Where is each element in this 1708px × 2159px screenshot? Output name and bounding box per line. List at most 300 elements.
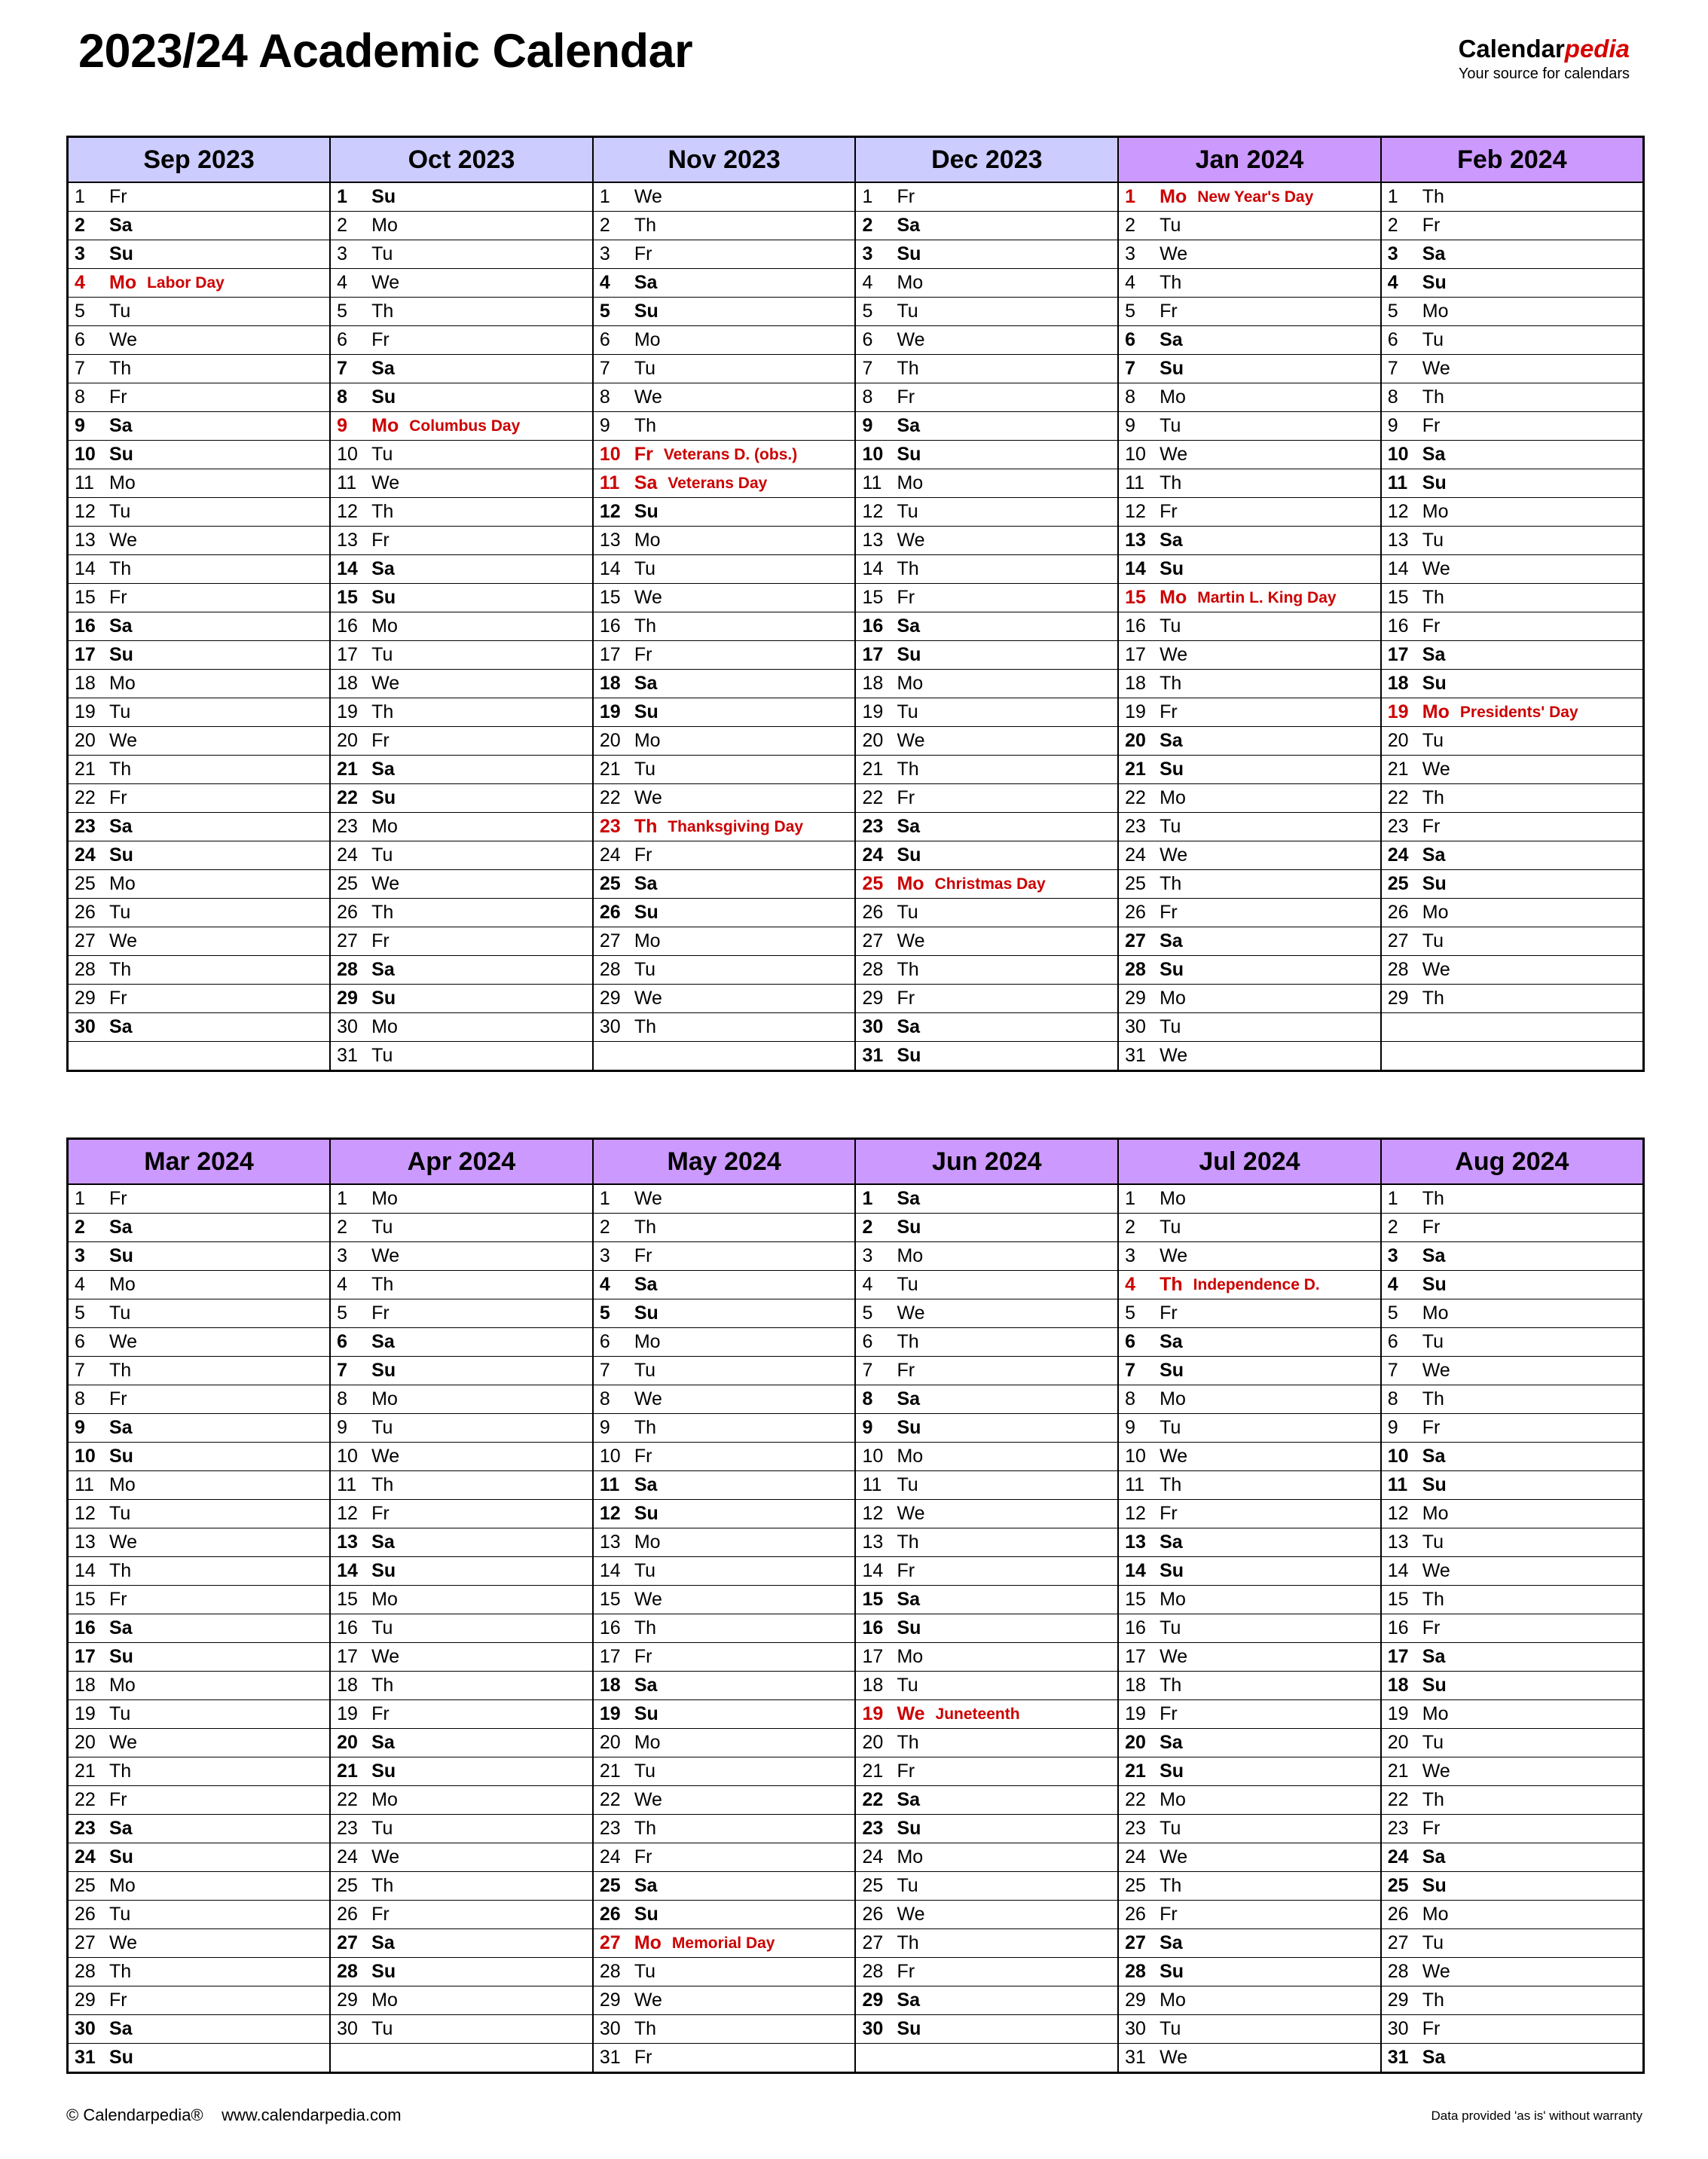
day-cell[interactable] (593, 1357, 856, 1385)
day-cell[interactable] (1118, 670, 1381, 698)
day-cell[interactable] (593, 670, 856, 698)
day-cell[interactable] (593, 584, 856, 612)
day-cell[interactable] (855, 670, 1118, 698)
day-cell[interactable] (68, 1414, 331, 1443)
day-cell[interactable] (593, 698, 856, 727)
day-cell[interactable] (330, 1299, 593, 1328)
day-cell[interactable] (68, 1614, 331, 1643)
day-cell[interactable] (68, 784, 331, 813)
day-cell[interactable] (593, 412, 856, 441)
day-cell[interactable] (68, 1357, 331, 1385)
day-cell[interactable] (593, 870, 856, 899)
day-cell[interactable] (68, 355, 331, 383)
day-cell[interactable] (593, 956, 856, 985)
day-cell[interactable] (68, 212, 331, 240)
day-cell[interactable] (1118, 182, 1381, 212)
day-cell[interactable] (1381, 498, 1644, 527)
day-cell[interactable] (330, 469, 593, 498)
day-cell[interactable] (330, 1013, 593, 1042)
day-cell[interactable] (593, 527, 856, 555)
day-cell[interactable] (330, 1357, 593, 1385)
day-cell[interactable] (1118, 927, 1381, 956)
day-cell[interactable] (1381, 1299, 1644, 1328)
day-cell[interactable] (593, 1271, 856, 1299)
day-cell[interactable] (593, 1299, 856, 1328)
day-cell[interactable] (855, 1815, 1118, 1843)
day-cell[interactable] (1381, 2044, 1644, 2073)
day-cell[interactable] (855, 441, 1118, 469)
day-cell[interactable] (1381, 927, 1644, 956)
day-cell[interactable] (1381, 383, 1644, 412)
day-cell[interactable] (1381, 1443, 1644, 1471)
day-cell[interactable] (1381, 1872, 1644, 1901)
day-cell[interactable] (68, 2015, 331, 2044)
day-cell[interactable] (330, 498, 593, 527)
day-cell[interactable] (1118, 1901, 1381, 1929)
day-cell[interactable] (855, 1471, 1118, 1500)
day-cell[interactable] (1118, 383, 1381, 412)
day-cell[interactable] (1381, 1729, 1644, 1757)
day-cell[interactable] (330, 727, 593, 756)
day-cell[interactable] (855, 1757, 1118, 1786)
day-cell[interactable] (68, 927, 331, 956)
day-cell[interactable] (330, 1586, 593, 1614)
day-cell[interactable] (855, 412, 1118, 441)
day-cell[interactable] (1381, 1385, 1644, 1414)
day-cell[interactable] (855, 182, 1118, 212)
day-cell[interactable] (855, 1242, 1118, 1271)
day-cell[interactable] (330, 1901, 593, 1929)
day-cell[interactable] (1381, 1242, 1644, 1271)
day-cell[interactable] (330, 1414, 593, 1443)
day-cell[interactable] (1118, 841, 1381, 870)
day-cell[interactable] (1381, 641, 1644, 670)
day-cell[interactable] (593, 1901, 856, 1929)
day-cell[interactable] (855, 1328, 1118, 1357)
day-cell[interactable] (1381, 584, 1644, 612)
day-cell[interactable] (330, 1786, 593, 1815)
day-cell[interactable] (593, 1500, 856, 1528)
day-cell[interactable] (68, 2044, 331, 2073)
day-cell[interactable] (330, 1729, 593, 1757)
day-cell[interactable] (855, 899, 1118, 927)
day-cell[interactable] (1381, 1586, 1644, 1614)
day-cell[interactable] (330, 985, 593, 1013)
day-cell[interactable] (593, 2015, 856, 2044)
day-cell[interactable] (1118, 813, 1381, 841)
day-cell[interactable] (1118, 584, 1381, 612)
day-cell[interactable] (330, 1557, 593, 1586)
day-cell[interactable] (1118, 612, 1381, 641)
day-cell[interactable] (330, 899, 593, 927)
day-cell[interactable] (1118, 1872, 1381, 1901)
day-cell[interactable] (1381, 698, 1644, 727)
day-cell[interactable] (1381, 813, 1644, 841)
day-cell[interactable] (593, 1443, 856, 1471)
day-cell[interactable] (855, 298, 1118, 326)
day-cell[interactable] (1381, 269, 1644, 298)
day-cell[interactable] (855, 1042, 1118, 1071)
day-cell[interactable] (1118, 240, 1381, 269)
day-cell[interactable] (1381, 527, 1644, 555)
day-cell[interactable] (68, 269, 331, 298)
day-cell[interactable] (593, 269, 856, 298)
day-cell[interactable] (1381, 870, 1644, 899)
day-cell[interactable] (68, 698, 331, 727)
day-cell[interactable] (855, 1500, 1118, 1528)
day-cell[interactable] (68, 956, 331, 985)
footer-website[interactable]: www.calendarpedia.com (222, 2106, 402, 2124)
day-cell[interactable] (1118, 1443, 1381, 1471)
day-cell[interactable] (593, 1471, 856, 1500)
day-cell[interactable] (593, 1557, 856, 1586)
day-cell[interactable] (855, 1271, 1118, 1299)
day-cell[interactable] (68, 469, 331, 498)
day-cell[interactable] (855, 212, 1118, 240)
day-cell[interactable] (68, 1328, 331, 1357)
day-cell[interactable] (593, 1586, 856, 1614)
day-cell[interactable] (330, 1929, 593, 1958)
day-cell[interactable] (855, 1357, 1118, 1385)
day-cell[interactable] (1118, 1528, 1381, 1557)
day-cell[interactable] (68, 1958, 331, 1986)
day-cell[interactable] (593, 784, 856, 813)
day-cell[interactable] (330, 383, 593, 412)
day-cell[interactable] (1118, 1586, 1381, 1614)
day-cell[interactable] (330, 841, 593, 870)
day-cell[interactable] (1118, 1471, 1381, 1500)
day-cell[interactable] (1118, 1299, 1381, 1328)
day-cell[interactable] (593, 355, 856, 383)
day-cell[interactable] (330, 927, 593, 956)
day-cell[interactable] (1118, 555, 1381, 584)
day-cell[interactable] (68, 1815, 331, 1843)
day-cell[interactable] (593, 469, 856, 498)
day-cell[interactable] (1381, 1929, 1644, 1958)
day-cell[interactable] (1118, 985, 1381, 1013)
day-cell[interactable] (1118, 498, 1381, 527)
day-cell[interactable] (1381, 1184, 1644, 1214)
day-cell[interactable] (593, 899, 856, 927)
day-cell[interactable] (1381, 1328, 1644, 1357)
day-cell[interactable] (593, 2044, 856, 2073)
day-cell[interactable] (593, 1184, 856, 1214)
day-cell[interactable] (855, 1414, 1118, 1443)
day-cell[interactable] (1118, 1357, 1381, 1385)
day-cell[interactable] (1118, 727, 1381, 756)
day-cell[interactable] (1381, 469, 1644, 498)
day-cell[interactable] (330, 1271, 593, 1299)
day-cell[interactable] (330, 326, 593, 355)
day-cell[interactable] (593, 1328, 856, 1357)
day-cell[interactable] (1118, 1557, 1381, 1586)
day-cell[interactable] (330, 298, 593, 326)
day-cell[interactable] (68, 1299, 331, 1328)
day-cell[interactable] (330, 1242, 593, 1271)
day-cell[interactable] (855, 1299, 1118, 1328)
day-cell[interactable] (1118, 698, 1381, 727)
day-cell[interactable] (855, 1872, 1118, 1901)
day-cell[interactable] (855, 1528, 1118, 1557)
day-cell[interactable] (68, 1872, 331, 1901)
day-cell[interactable] (330, 1700, 593, 1729)
day-cell[interactable] (1118, 1614, 1381, 1643)
day-cell[interactable] (593, 813, 856, 841)
day-cell[interactable] (1118, 1643, 1381, 1672)
day-cell[interactable] (593, 1214, 856, 1242)
day-cell[interactable] (855, 326, 1118, 355)
day-cell[interactable] (330, 756, 593, 784)
day-cell[interactable] (1118, 1013, 1381, 1042)
day-cell[interactable] (1118, 355, 1381, 383)
day-cell[interactable] (1118, 469, 1381, 498)
day-cell[interactable] (1118, 1328, 1381, 1357)
day-cell[interactable] (330, 1443, 593, 1471)
day-cell[interactable] (1118, 1500, 1381, 1528)
day-cell[interactable] (593, 1242, 856, 1271)
day-cell[interactable] (593, 927, 856, 956)
day-cell[interactable] (330, 641, 593, 670)
day-cell[interactable] (593, 1385, 856, 1414)
day-cell[interactable] (68, 1471, 331, 1500)
day-cell[interactable] (68, 584, 331, 612)
day-cell[interactable] (68, 298, 331, 326)
day-cell[interactable] (1118, 1271, 1381, 1299)
day-cell[interactable] (593, 1929, 856, 1958)
day-cell[interactable] (855, 1786, 1118, 1815)
day-cell[interactable] (593, 1843, 856, 1872)
day-cell[interactable] (68, 498, 331, 527)
day-cell[interactable] (330, 441, 593, 469)
day-cell[interactable] (1118, 1414, 1381, 1443)
day-cell[interactable] (855, 355, 1118, 383)
day-cell[interactable] (855, 1643, 1118, 1672)
day-cell[interactable] (593, 756, 856, 784)
day-cell[interactable] (1118, 899, 1381, 927)
day-cell[interactable] (1381, 1471, 1644, 1500)
day-cell[interactable] (330, 355, 593, 383)
day-cell[interactable] (1118, 1958, 1381, 1986)
day-cell[interactable] (593, 326, 856, 355)
day-cell[interactable] (593, 1614, 856, 1643)
day-cell[interactable] (330, 670, 593, 698)
day-cell[interactable] (330, 212, 593, 240)
day-cell[interactable] (68, 727, 331, 756)
day-cell[interactable] (855, 498, 1118, 527)
day-cell[interactable] (1118, 1214, 1381, 1242)
day-cell[interactable] (1381, 612, 1644, 641)
day-cell[interactable] (1118, 1385, 1381, 1414)
day-cell[interactable] (1118, 1700, 1381, 1729)
day-cell[interactable] (68, 1700, 331, 1729)
day-cell[interactable] (330, 1958, 593, 1986)
day-cell[interactable] (330, 182, 593, 212)
day-cell[interactable] (1381, 756, 1644, 784)
day-cell[interactable] (1381, 1958, 1644, 1986)
day-cell[interactable] (855, 698, 1118, 727)
day-cell[interactable] (855, 1013, 1118, 1042)
day-cell[interactable] (68, 870, 331, 899)
day-cell[interactable] (68, 985, 331, 1013)
day-cell[interactable] (593, 641, 856, 670)
day-cell[interactable] (593, 841, 856, 870)
day-cell[interactable] (1381, 670, 1644, 698)
day-cell[interactable] (68, 240, 331, 269)
day-cell[interactable] (330, 698, 593, 727)
day-cell[interactable] (1118, 1986, 1381, 2015)
day-cell[interactable] (1381, 212, 1644, 240)
day-cell[interactable] (593, 1815, 856, 1843)
day-cell[interactable] (68, 527, 331, 555)
day-cell[interactable] (68, 1901, 331, 1929)
day-cell[interactable] (593, 1958, 856, 1986)
day-cell[interactable] (330, 1042, 593, 1071)
day-cell[interactable] (855, 870, 1118, 899)
day-cell[interactable] (593, 1786, 856, 1815)
day-cell[interactable] (330, 784, 593, 813)
day-cell[interactable] (855, 1557, 1118, 1586)
day-cell[interactable] (1381, 2015, 1644, 2044)
day-cell[interactable] (855, 756, 1118, 784)
day-cell[interactable] (1381, 412, 1644, 441)
day-cell[interactable] (855, 1586, 1118, 1614)
day-cell[interactable] (1118, 412, 1381, 441)
day-cell[interactable] (330, 584, 593, 612)
day-cell[interactable] (1118, 269, 1381, 298)
day-cell[interactable] (593, 1757, 856, 1786)
day-cell[interactable] (855, 1443, 1118, 1471)
day-cell[interactable] (1118, 527, 1381, 555)
day-cell[interactable] (855, 240, 1118, 269)
day-cell[interactable] (1381, 298, 1644, 326)
day-cell[interactable] (593, 727, 856, 756)
day-cell[interactable] (1118, 956, 1381, 985)
day-cell[interactable] (330, 1843, 593, 1872)
day-cell[interactable] (1381, 784, 1644, 813)
day-cell[interactable] (593, 1872, 856, 1901)
day-cell[interactable] (68, 1013, 331, 1042)
day-cell[interactable] (593, 612, 856, 641)
day-cell[interactable] (855, 1614, 1118, 1643)
day-cell[interactable] (855, 813, 1118, 841)
day-cell[interactable] (330, 1385, 593, 1414)
day-cell[interactable] (330, 1872, 593, 1901)
day-cell[interactable] (1381, 441, 1644, 469)
day-cell[interactable] (1381, 240, 1644, 269)
day-cell[interactable] (855, 956, 1118, 985)
day-cell[interactable] (1381, 1672, 1644, 1700)
day-cell[interactable] (855, 1729, 1118, 1757)
day-cell[interactable] (68, 1757, 331, 1786)
day-cell[interactable] (1118, 1729, 1381, 1757)
day-cell[interactable] (1381, 841, 1644, 870)
day-cell[interactable] (330, 870, 593, 899)
day-cell[interactable] (68, 555, 331, 584)
day-cell[interactable] (1118, 212, 1381, 240)
day-cell[interactable] (1118, 1786, 1381, 1815)
day-cell[interactable] (855, 1929, 1118, 1958)
day-cell[interactable] (68, 1586, 331, 1614)
day-cell[interactable] (1118, 1843, 1381, 1872)
day-cell[interactable] (855, 1385, 1118, 1414)
day-cell[interactable] (593, 1414, 856, 1443)
day-cell[interactable] (330, 1757, 593, 1786)
day-cell[interactable] (855, 584, 1118, 612)
day-cell[interactable] (1381, 1214, 1644, 1242)
day-cell[interactable] (1118, 756, 1381, 784)
day-cell[interactable] (1118, 870, 1381, 899)
day-cell[interactable] (593, 1672, 856, 1700)
day-cell[interactable] (1381, 1643, 1644, 1672)
day-cell[interactable] (593, 985, 856, 1013)
day-cell[interactable] (855, 1672, 1118, 1700)
day-cell[interactable] (855, 1214, 1118, 1242)
day-cell[interactable] (330, 269, 593, 298)
day-cell[interactable] (855, 1986, 1118, 2015)
day-cell[interactable] (1381, 1786, 1644, 1815)
day-cell[interactable] (593, 1700, 856, 1729)
day-cell[interactable] (593, 1013, 856, 1042)
day-cell[interactable] (68, 1672, 331, 1700)
day-cell[interactable] (1381, 985, 1644, 1013)
day-cell[interactable] (1381, 1843, 1644, 1872)
day-cell[interactable] (68, 1443, 331, 1471)
day-cell[interactable] (593, 1528, 856, 1557)
day-cell[interactable] (68, 326, 331, 355)
day-cell[interactable] (855, 641, 1118, 670)
day-cell[interactable] (330, 527, 593, 555)
day-cell[interactable] (593, 1986, 856, 2015)
day-cell[interactable] (1381, 1757, 1644, 1786)
day-cell[interactable] (68, 1500, 331, 1528)
day-cell[interactable] (855, 555, 1118, 584)
day-cell[interactable] (68, 1729, 331, 1757)
day-cell[interactable] (855, 1958, 1118, 1986)
day-cell[interactable] (1381, 1815, 1644, 1843)
day-cell[interactable] (855, 612, 1118, 641)
day-cell[interactable] (855, 1700, 1118, 1729)
day-cell[interactable] (330, 1500, 593, 1528)
day-cell[interactable] (68, 1184, 331, 1214)
day-cell[interactable] (593, 1729, 856, 1757)
day-cell[interactable] (68, 1242, 331, 1271)
day-cell[interactable] (593, 555, 856, 584)
day-cell[interactable] (1381, 1901, 1644, 1929)
day-cell[interactable] (330, 1528, 593, 1557)
day-cell[interactable] (330, 1214, 593, 1242)
day-cell[interactable] (1118, 1757, 1381, 1786)
day-cell[interactable] (330, 555, 593, 584)
day-cell[interactable] (1381, 1357, 1644, 1385)
day-cell[interactable] (68, 841, 331, 870)
day-cell[interactable] (1118, 784, 1381, 813)
day-cell[interactable] (68, 641, 331, 670)
day-cell[interactable] (330, 1986, 593, 2015)
day-cell[interactable] (855, 784, 1118, 813)
day-cell[interactable] (330, 956, 593, 985)
day-cell[interactable] (1381, 899, 1644, 927)
day-cell[interactable] (1118, 2015, 1381, 2044)
day-cell[interactable] (1381, 1528, 1644, 1557)
day-cell[interactable] (330, 1471, 593, 1500)
day-cell[interactable] (330, 240, 593, 269)
day-cell[interactable] (68, 1557, 331, 1586)
day-cell[interactable] (855, 383, 1118, 412)
day-cell[interactable] (1118, 298, 1381, 326)
day-cell[interactable] (855, 841, 1118, 870)
day-cell[interactable] (68, 182, 331, 212)
day-cell[interactable] (68, 1214, 331, 1242)
